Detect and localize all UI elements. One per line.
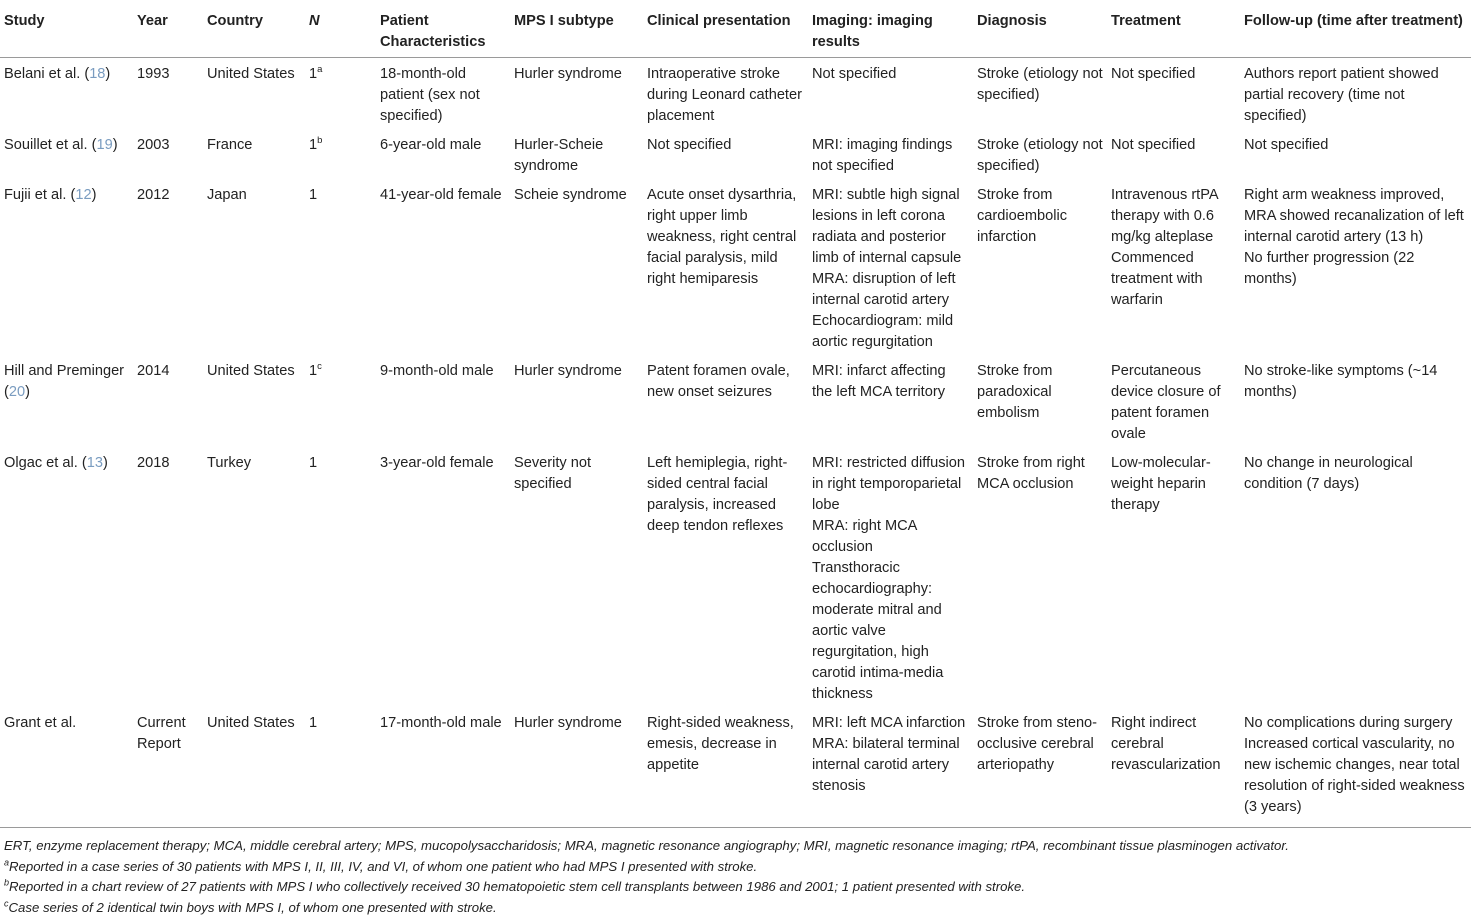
cell-imaging-line: MRI: left MCA infarction [812,715,966,731]
cell-year [133,58,203,130]
cell-country [203,707,305,828]
cell-study: Souillet et al. (19) [4,137,118,153]
cell-imaging-line: MRI: imaging findings not specified [812,137,953,174]
cell-patient [376,58,510,130]
cell-study: Hill and Preminger (20) [4,363,125,400]
n-value: 1 [309,66,318,82]
cell-diagnosis [973,447,1107,707]
reference-link[interactable]: 19 [96,137,113,153]
cell-year [133,129,203,179]
study-authors: Olgac et al. [4,455,78,471]
cell-imaging-line: MRA: bilateral terminal internal carotid artery stenosis [812,736,960,794]
cell-year-text: 2014 [137,363,170,379]
cell-presentation-text: Intraoperative stroke during Leonard catheter placement [647,66,802,124]
cell-imaging-line: MRA: right MCA occlusion [812,518,917,555]
cell-year [133,179,203,355]
cell-presentation-text: Right-sided weakness, emesis, decrease in appetite [647,715,794,773]
table-row [0,179,1471,355]
cell-study: Olgac et al. (13) [4,455,108,471]
cell-year [133,707,203,828]
cell-country [203,129,305,179]
cell-presentation [643,58,808,130]
cell-imaging-line: MRI: infarct affecting the left MCA territory [812,363,946,400]
cell-country [203,447,305,707]
cell-diagnosis-text: Stroke (etiology not specified) [977,66,1103,103]
cell-year-text: Current Report [137,715,186,752]
cell-treatment-line: Low-molecular-weight heparin therapy [1111,455,1211,513]
header-study: Study [0,0,133,58]
cell-study [0,707,133,828]
footnote-marker: c [317,361,322,373]
cell-patient-text: 9-month-old male [380,363,494,379]
footnote-text: Case series of 2 identical twin boys with MPS I, of whom one presented with stroke. [8,899,497,915]
cell-imaging-line: Not specified [812,66,897,82]
cell-patient [376,707,510,828]
cell-year-text: 2012 [137,187,170,203]
cell-patient [376,447,510,707]
cell-year-text: 1993 [137,66,170,82]
cell-imaging [808,179,973,355]
cell-treatment [1107,179,1240,355]
cell-treatment [1107,355,1240,447]
cell-treatment [1107,129,1240,179]
cell-treatment-line: Not specified [1111,66,1196,82]
cell-diagnosis-text: Stroke from cardioembolic infarction [977,187,1068,245]
footnote-marker: b [317,135,323,147]
cell-diagnosis [973,707,1107,828]
cell-diagnosis [973,58,1107,130]
table-row [0,58,1471,130]
cell-patient [376,129,510,179]
table-body [0,58,1471,828]
header-follow-up: Follow-up (time after treatment) [1240,0,1471,58]
study-authors: Belani et al. [4,66,81,82]
cell-diagnosis-text: Stroke from steno-occlusive cerebral arteriopathy [977,715,1098,773]
cell-patient-text: 6-year-old male [380,137,482,153]
footnote-text: Reported in a case series of 30 patients with MPS I, II, III, IV, and VI, of whom one patient who had MPS I presented with stroke. [9,858,758,874]
cell-subtype-text: Hurler-Scheie syndrome [514,137,604,174]
study-authors: Grant et al. [4,715,77,731]
cell-treatment [1107,447,1240,707]
study-authors: Fujii et al. [4,187,67,203]
cell-patient-text: 17-month-old male [380,715,502,731]
cell-n [305,58,376,130]
cell-year [133,355,203,447]
cell-subtype-text: Hurler syndrome [514,66,622,82]
cell-subtype [510,707,643,828]
cell-diagnosis-text: Stroke from paradoxical embolism [977,363,1053,421]
cell-follow-up-line: No change in neurological condition (7 days) [1244,455,1413,492]
table-row [0,129,1471,179]
cell-treatment-line: Right indirect cerebral revascularization [1111,715,1221,773]
n-value: 1 [309,715,318,731]
cell-subtype [510,129,643,179]
cell-follow-up [1240,179,1471,355]
cell-treatment [1107,707,1240,828]
footnote-c [4,898,1467,919]
cell-year-text: 2018 [137,455,170,471]
cell-imaging-line: MRI: subtle high signal lesions in left corona radiata and posterior limb of internal capsule [812,187,962,266]
header-subtype: MPS I subtype [510,0,643,58]
footnote-text: Reported in a chart review of 27 patients with MPS I who collectively received 30 hematopoietic stem cell transplants between 1986 and 2001; 1 patient presented with stroke. [9,879,1026,894]
cell-treatment-line: Percutaneous device closure of patent foramen ovale [1111,363,1221,442]
header-treatment: Treatment [1107,0,1240,58]
cell-n [305,355,376,447]
cell-follow-up-line: Right arm weakness improved, MRA showed recanalization of left internal carotid artery (13 h) [1244,187,1464,245]
footnote-a [4,857,1467,878]
cell-n [305,707,376,828]
cell-follow-up [1240,129,1471,179]
reference-link[interactable]: 18 [89,66,106,82]
cell-country [203,355,305,447]
cell-treatment-line: Not specified [1111,137,1196,153]
cell-patient-text: 3-year-old female [380,455,494,471]
cell-subtype-text: Scheie syndrome [514,187,627,203]
cell-follow-up-line: No further progression (22 months) [1244,250,1415,287]
cell-imaging-line: Transthoracic echocardiography: moderate mitral and aortic valve regurgitation, high carotid intima-media thickness [812,560,944,702]
cell-follow-up-line: Not specified [1244,137,1329,153]
cell-n [305,447,376,707]
cell-treatment-line: Commenced treatment with warfarin [1111,250,1203,308]
table-row [0,707,1471,828]
footnote-mark: b [4,877,10,888]
cell-n [305,179,376,355]
cell-patient-text: 18-month-old patient (sex not specified) [380,66,480,124]
header-diagnosis: Diagnosis [973,0,1107,58]
header-imaging: Imaging: imaging results [808,0,973,58]
cell-diagnosis-text: Stroke from right MCA occlusion [977,455,1085,492]
footnote-mark: a [4,857,10,868]
cell-subtype [510,355,643,447]
header-patient-characteristics: Patient Characteristics [376,0,510,58]
cell-diagnosis [973,129,1107,179]
cell-presentation [643,179,808,355]
header-year: Year [133,0,203,58]
n-value: 1 [309,363,318,379]
cell-follow-up-line: No stroke-like symptoms (~14 months) [1244,363,1438,400]
cell-n [305,129,376,179]
cell-imaging [808,58,973,130]
cell-follow-up [1240,707,1471,828]
header-row [0,0,1471,58]
study-authors: Souillet et al. [4,137,88,153]
cell-presentation [643,447,808,707]
cell-presentation [643,707,808,828]
cell-treatment [1107,58,1240,130]
cell-subtype-text: Severity not specified [514,455,592,492]
cell-imaging [808,447,973,707]
cell-patient [376,355,510,447]
n-value: 1 [309,137,318,153]
footnote-marker: a [317,64,323,76]
cell-treatment-line: Intravenous rtPA therapy with 0.6 mg/kg alteplase [1111,187,1218,245]
cell-imaging-line: Echocardiogram: mild aortic regurgitation [812,313,954,350]
cell-country-text: United States [207,66,295,82]
reference-link[interactable]: 13 [86,455,103,471]
table-row [0,447,1471,707]
table-footnotes [0,828,1471,918]
study-authors: Hill and Preminger [4,363,125,379]
cell-diagnosis-text: Stroke (etiology not specified) [977,137,1103,174]
footnote-mark: c [4,898,9,909]
reference-link[interactable]: 20 [8,384,26,400]
cell-presentation-text: Patent foramen ovale, new onset seizures [647,363,790,400]
cell-subtype [510,179,643,355]
header-n: N [305,0,376,58]
footnote-b [4,877,1467,898]
cell-subtype [510,447,643,707]
abbreviations-note: ERT, enzyme replacement therapy; MCA, middle cerebral artery; MPS, mucopolysaccharidosis; MRA, magnetic resonance angiography; MRI, magnetic resonance imaging; rtPA, recombinant tissue plasminogen activator. [4,838,1289,853]
cell-patient-text: 41-year-old female [380,187,502,203]
cell-imaging-line: MRI: restricted diffusion in right temporoparietal lobe [812,455,966,513]
cell-follow-up-line: Authors report patient showed partial recovery (time not specified) [1244,66,1439,124]
cell-country-text: Japan [207,187,247,203]
cell-subtype-text: Hurler syndrome [514,363,622,379]
cell-country-text: United States [207,715,295,731]
cell-diagnosis [973,355,1107,447]
cell-imaging-line: MRA: disruption of left internal carotid artery [812,271,956,308]
cell-study: Belani et al. (18) [4,66,111,82]
reference-link[interactable]: 12 [75,187,92,203]
header-country: Country [203,0,305,58]
cell-patient [376,179,510,355]
n-value: 1 [309,455,318,471]
cell-country-text: Turkey [207,455,252,471]
cell-subtype-text: Hurler syndrome [514,715,622,731]
cell-presentation-text: Not specified [647,137,732,153]
cell-study: Fujii et al. (12) [4,187,97,203]
cell-presentation [643,355,808,447]
cell-country [203,179,305,355]
cell-year [133,447,203,707]
cell-diagnosis [973,179,1107,355]
cell-year-text: 2003 [137,137,170,153]
cell-follow-up-line: Increased cortical vascularity, no new ischemic changes, near total resolution of right-sided weakness (3 years) [1244,736,1465,815]
cell-presentation-text: Acute onset dysarthria, right upper limb weakness, right central facial paralysis, mild right hemiparesis [647,187,797,287]
cell-follow-up [1240,355,1471,447]
cell-country-text: France [207,137,253,153]
cell-subtype [510,58,643,130]
header-clinical-presentation: Clinical presentation [643,0,808,58]
cell-presentation [643,129,808,179]
cell-imaging [808,355,973,447]
cell-imaging [808,707,973,828]
n-value: 1 [309,187,318,203]
table-row [0,355,1471,447]
cell-imaging [808,129,973,179]
cell-country [203,58,305,130]
cell-follow-up [1240,58,1471,130]
cell-follow-up [1240,447,1471,707]
cell-presentation-text: Left hemiplegia, right-sided central facial paralysis, increased deep tendon reflexes [647,455,788,534]
cell-country-text: United States [207,363,295,379]
cell-follow-up-line: No complications during surgery [1244,715,1453,731]
